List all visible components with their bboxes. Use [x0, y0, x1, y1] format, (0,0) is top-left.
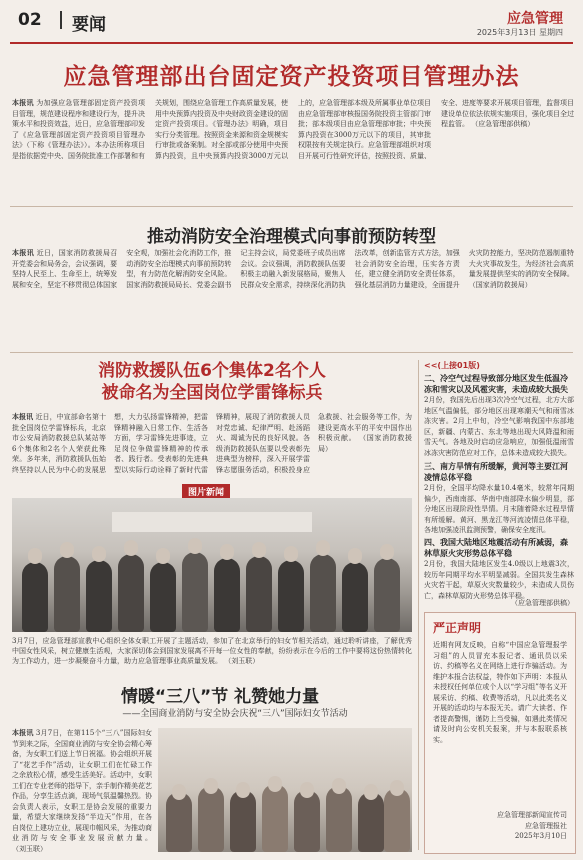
sidebar-byline: （应急管理部供稿）: [511, 599, 574, 607]
article-byline: （国家消防救援局）: [318, 434, 413, 453]
sidebar-continued: [424, 360, 574, 610]
article-kicker: 本报讯: [12, 98, 34, 107]
article-kicker: 本报讯: [12, 728, 34, 737]
photo-news-banner: 图片新闻: [182, 484, 230, 499]
article-text: 近日，中宣部命名第十批全国岗位学雷锋标兵，北京市公安局消防救援总队某站等6个集体和2名个人荣获此殊荣。多年来，消防救援队伍始终坚持以人民为中心的发展思想，大力弘扬雷锋精神，把雷锋精神融入日常工作、生活各方面，学习雷锋先进事迹，立足岗位争做雷锋精神的传承者、践行者。受表彰的先进典型以实际行动诠释了新时代雷锋精神，展现了消防救援人员对党忠诚、纪律严明、赴汤蹈火、竭诚为民的良好风貌。各级消防救援队伍要以受表彰先进典型为榜样，深入开展学雷锋志愿服务活动，积极投身应急救援、社会服务等工作，为建设更高水平的平安中国作出积极贡献。: [12, 413, 412, 474]
subheadline-womens-day: ——全国商业消防与安全协会庆祝“三八”国际妇女节活动: [122, 709, 348, 719]
article-text: 3月7日，在第115个“三八”国际妇女节到来之际，全国商业消防与安全协会精心筹备，为女职工们送上节日祝福。协会组织开展了“花艺手作”活动，让女职工们在忙碌工作之余放松心情，感受生活美好。活动中，女职工们在专业老师的指导下，亲手制作精美花艺作品，分享生活点滴，现场气氛温馨热烈。协会负责人表示，女职工是协会发展的重要力量，希望大家继续发扬“半边天”作用，在各自岗位上建功立业，展现巾帼风采，为推动商业消防与安全事业发展贡献力量。: [12, 729, 152, 842]
article-text: 为加强应急管理部固定资产投资项目管理，规范建设程序和建设行为，提升决策水平和投资效益，近日，应急管理部印发了《应急管理部固定资产投资项目管理办法》（下称《管理办法》）。本办法所称项目是指依据党中央、国务院批准工作部署和有关规划，围绕应急管理工作高质量发展，使用中央预算内投资及中央财政资金建设的固定资产投资项目。《管理办法》明确，项目实行分类管理。按照资金来源和资金规模实行审批或备案制。对全部或部分使用中央预算内投资，且中央预算内投资3000万元以上的，应急管理部本级及所属事业单位项目由应急管理部审核报国务院投资主管部门审批；部本级项目由应急管理部审批；中央预算内投资在3000万元以下的项目，其审批权限按有关规定执行。应急管理部组织对项目开展可行性研究评估，按照投资、质量、安全、进度等要求开展项目管理，监督项目建设单位依法依规实施项目，强化项目全过程监管。: [12, 99, 574, 160]
headline-womens-day: 情暖“三八”节 礼赞她力量: [120, 687, 320, 707]
section-title: 要闻: [72, 15, 106, 35]
article-kicker: 本报讯: [12, 412, 34, 421]
header-rule: [10, 42, 573, 44]
article-womens-day-body: [12, 728, 152, 852]
sidebar-item-body: 2月份，我国先后出现3次冷空气过程，北方大部地区气温偏低，部分地区出现寒潮天气和雨雪冰冻灾害。2月上中旬，冷空气影响我国中东部地区，新疆、内蒙古、东北等地出现大风降温和雨雪天气。各地及时启动应急响应，加强低温雨雪冰冻灾害防范应对工作，总体未造成较大损失。: [424, 396, 574, 457]
caption-text: 3月7日，应急管理部宣教中心组织全体女职工开展了主题活动，参加了在北京举行的妇女节相关活动，通过聆听讲座，了解优秀中国女性风采，树立健康生活观，大家深切体会到国家发展离不开每一位女性的奉献，纷纷表示在今后的工作中要将这份热情转化为工作动力，进一步凝聚奋斗力量，助力应急管理事业高质量发展。: [12, 637, 412, 665]
article-investment-body: [12, 98, 574, 198]
headline-line: 被命名为全国岗位学雷锋标兵: [101, 383, 323, 403]
group-photo: [12, 498, 412, 632]
sidebar-item-body: 2月份，我国大陆地区发生4.0级以上地震3次，较历年同期平均水平明显减弱。全国共发生森林火灾若干起，草原火灾数量较少，未造成人员伤亡，森林草原防火形势总体平稳。: [424, 560, 574, 600]
article-byline: （国家消防救援局）: [468, 280, 532, 289]
page-number: 02: [18, 10, 42, 30]
header-divider: [60, 11, 62, 29]
notice-signature-org: 应急管理部新闻宣传司: [497, 811, 567, 819]
headline-lei-feng: [12, 360, 412, 404]
sidebar-heading: <<(上接01版): [424, 361, 480, 370]
sidebar-item-title: 四、我国大陆地区地震活动有所减弱，森林草原火灾形势总体平稳: [424, 538, 568, 558]
photo-caption: [12, 636, 412, 678]
article-fire-prevention-body: [12, 248, 574, 348]
divider: [10, 352, 573, 353]
headline-line: 消防救援队伍6个集体2名个人: [98, 361, 326, 381]
sidebar-item-body: 2月份，全国平均降水量10.4毫米，较常年同期偏少，西南南部、华南中南部降水偏少明显，部分地区出现阶段性旱情。月末随着降水过程旱情有所缓解。黄河、黑龙江等河流凌情总体平稳，各地加强凌汛监测预警，确保安全度汛。: [424, 484, 574, 534]
column-divider: [418, 360, 419, 850]
issue-date: 2025年3月13日 星期四: [476, 28, 563, 37]
sidebar-item-title: 二、冷空气过程导致部分地区发生低温冷冻和雪灾以及风雹灾害，未造成较大损失: [424, 374, 568, 394]
womens-day-photo: [158, 728, 412, 852]
photo-backdrop-sign: [112, 512, 312, 532]
article-text: 近日，国家消防救援局召开党委会和局务会，会议强调，要坚持人民至上、生命至上，统筹发展和安全，坚定不移贯彻总体国家安全观，加强社会化消防工作，推动消防安全治理模式向事前预防转型，有力防范化解消防安全风险。国家消防救援局局长、党委会副书记主持会议，局党委班子成员出席会议。会议强调，消防救援队伍要积极主动融入新发展格局，聚焦人民群众安全需求，持续深化消防执法改革，创新监管方式方法，加强社会消防安全治理，压实各方责任，建立健全消防安全责任体系，强化基层消防力量建设，全面提升火灾防控能力，坚决防范遏制重特大火灾事故发生，为经济社会高质量发展提供坚实的消防安全保障。: [12, 249, 574, 289]
sidebar-item-title: 三、南方旱情有所缓解，黄河等主要江河凌情总体平稳: [424, 462, 568, 482]
notice-signature-date: 2025年3月10日: [514, 832, 567, 840]
article-byline: （刘玉联）: [12, 844, 47, 853]
headline-investment-rules: 应急管理部出台固定资产投资项目管理办法: [63, 64, 520, 90]
notice-body: 近期有网友反映，自称“中国应急管理报学习组”的人员冒充本报记者、通讯员以采访、约稿等名义在网络上进行诈骗活动。为维护本报合法权益，特作如下声明：本报从未授权任何单位或个人以“学习组”等名义开展采访、约稿、收费等活动，凡以此类名义开展的活动均与本报无关。请广大读者、作者提高警惕，谨防上当受骗，如遇此类情况请及时向公安机关报案，并与本报联系核实。: [433, 641, 567, 744]
notice-box: [424, 612, 576, 854]
article-lei-feng-body: [12, 412, 412, 482]
masthead: 应急管理: [507, 11, 563, 27]
article-byline: （应急管理部供稿）: [471, 120, 535, 128]
notice-title: 严正声明: [433, 621, 482, 635]
photo-news: [12, 484, 412, 632]
headline-fire-prevention: 推动消防安全治理模式向事前预防转型: [147, 227, 436, 247]
article-kicker: 本报讯: [12, 248, 35, 257]
notice-signature-unit: 应急管理报社: [525, 821, 567, 830]
caption-byline: （刘玉联）: [224, 657, 260, 665]
page-header: [0, 0, 583, 42]
divider: [10, 206, 573, 207]
